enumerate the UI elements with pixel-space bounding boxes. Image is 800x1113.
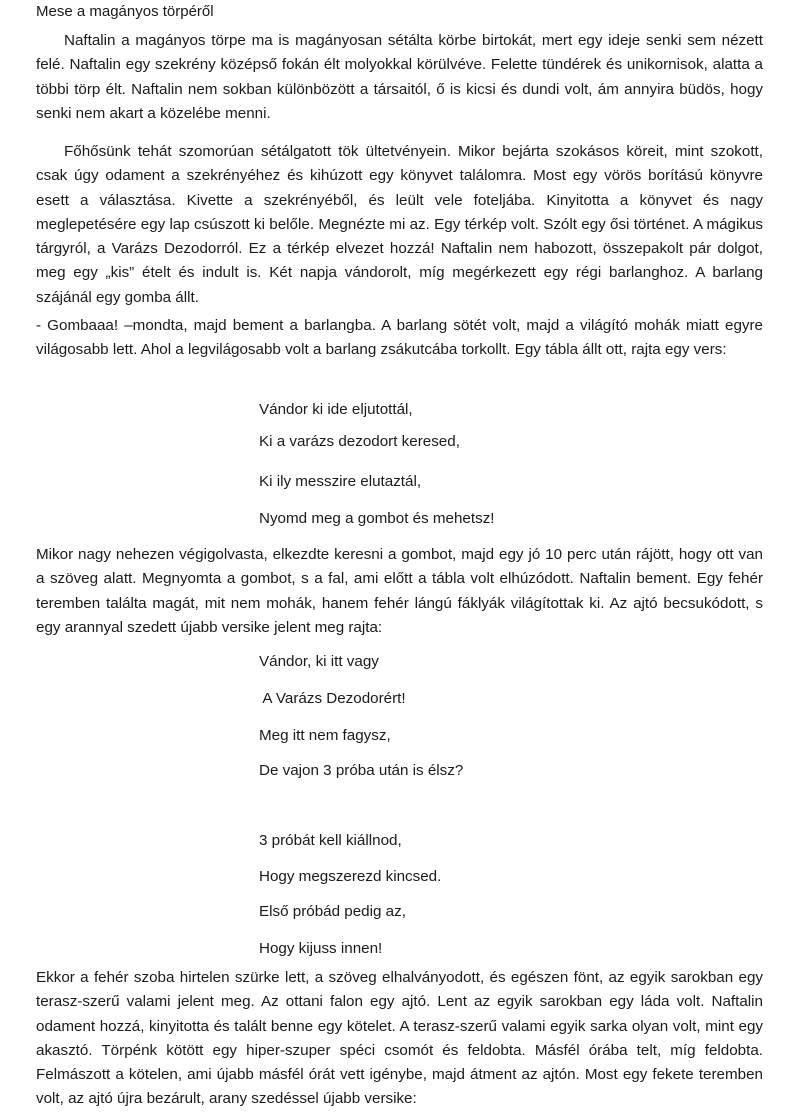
verse-line: A Varázs Dezodorért! (259, 690, 406, 707)
verse-line: Meg itt nem fagysz, (259, 727, 391, 744)
paragraph-rope: Ekkor a fehér szoba hirtelen szürke lett, a szöveg elhalványodott, és egészen fönt, az egyik sarokban egy terasz-szerű valami jelent meg. Az ottani falon egy ajtó. Lent az egyik sarokban egy láda volt. Naftalin odament hozzá, kinyitotta és talált benne egy kötelet. A terasz-szerű valami egyik sarka olyan volt, mint egy akasztó. Törpénk kötött egy hiper-szuper spéci csomót és feldobta. Másfél órába telt, míg feldobta. Felmászott a kötelen, ami újabb másfél órát vett igénybe, majd átment az ajtón. Most egy fekete teremben volt, az ajtó újra bezárult, arany szedéssel újabb versike: (36, 969, 763, 1108)
paragraph-button: Mikor nagy nehezen végigolvasta, elkezdte keresni a gombot, majd egy jó 10 perc után rájött, hogy ott van a szöveg alatt. Megnyomta a gombot, s a fal, ami előtt a tábla volt elhúzódott. Naftalin bement. Egy fehér teremben találta magát, mit nem mohák, hanem fehér lángú fáklyák világítottak ki. Az ajtó becsukódott, s egy arannyal szedett újabb versike jelent meg rajta: (36, 546, 763, 636)
verse-line: Nyomd meg a gombot és mehetsz! (259, 510, 495, 527)
verse-line: Vándor ki ide eljutottál, (259, 401, 413, 418)
paragraph-intro: Naftalin a magányos törpe ma is magányosan sétálta körbe birtokát, mert egy ideje senki sem nézett felé. Naftalin egy szekrény középső fokán élt molyokkal körülvéve. Felette tündérek és unikornisok, alatta a többi törp élt. Naftalin nem sokban különbözött a társaitól, ő is kicsi és dundi volt, ám annyira büdös, hogy senki nem akart a közelébe menni. (36, 32, 763, 122)
verse-line: 3 próbát kell kiállnod, (259, 832, 402, 849)
verse-line: Első próbád pedig az, (259, 903, 406, 920)
paragraph-map: Főhősünk tehát szomorúan sétálgatott tök ültetvényein. Mikor bejárta szokásos köreit, mint szokott, csak úgy odament a szekrényéhez és kihúzott egy könyvet találomra. Most egy vörös borítású könyvre esett a választása. Kivette a szekrényéből, és leült vele foteljába. Kinyitotta a könyvet és nagy meglepetésére egy lap csúszott ki belőle. Megnézte mi az. Egy térkép volt. Szólt egy ősi történet. A mágikus tárgyról, a Varázs Dezodorról. Ez a térkép elvezet hozzá! Naftalin nem habozott, összepakolt pár dolgot, meg egy „kis” ételt és indult is. Két napja vándorolt, míg megérkezett egy régi barlanghoz. A barlang szájánál egy gomba állt. (36, 143, 763, 306)
paragraph-cave: - Gombaaa! –mondta, majd bement a barlangba. A barlang sötét volt, majd a világító mohák miatt egyre világosabb lett. Ahol a legvilágosabb volt a barlang zsákutcába torkollt. Egy tábla állt ott, rajta egy vers: (36, 317, 763, 359)
verse-line: Vándor, ki itt vagy (259, 653, 379, 670)
document-title: Mese a magányos törpéről (36, 3, 214, 20)
verse-line: De vajon 3 próba után is élsz? (259, 762, 464, 779)
verse-line: Ki ily messzire elutaztál, (259, 473, 422, 490)
verse-line: Hogy megszerezd kincsed. (259, 868, 442, 885)
verse-line: Ki a varázs dezodort keresed, (259, 433, 460, 450)
verse-line: Hogy kijuss innen! (259, 940, 383, 957)
